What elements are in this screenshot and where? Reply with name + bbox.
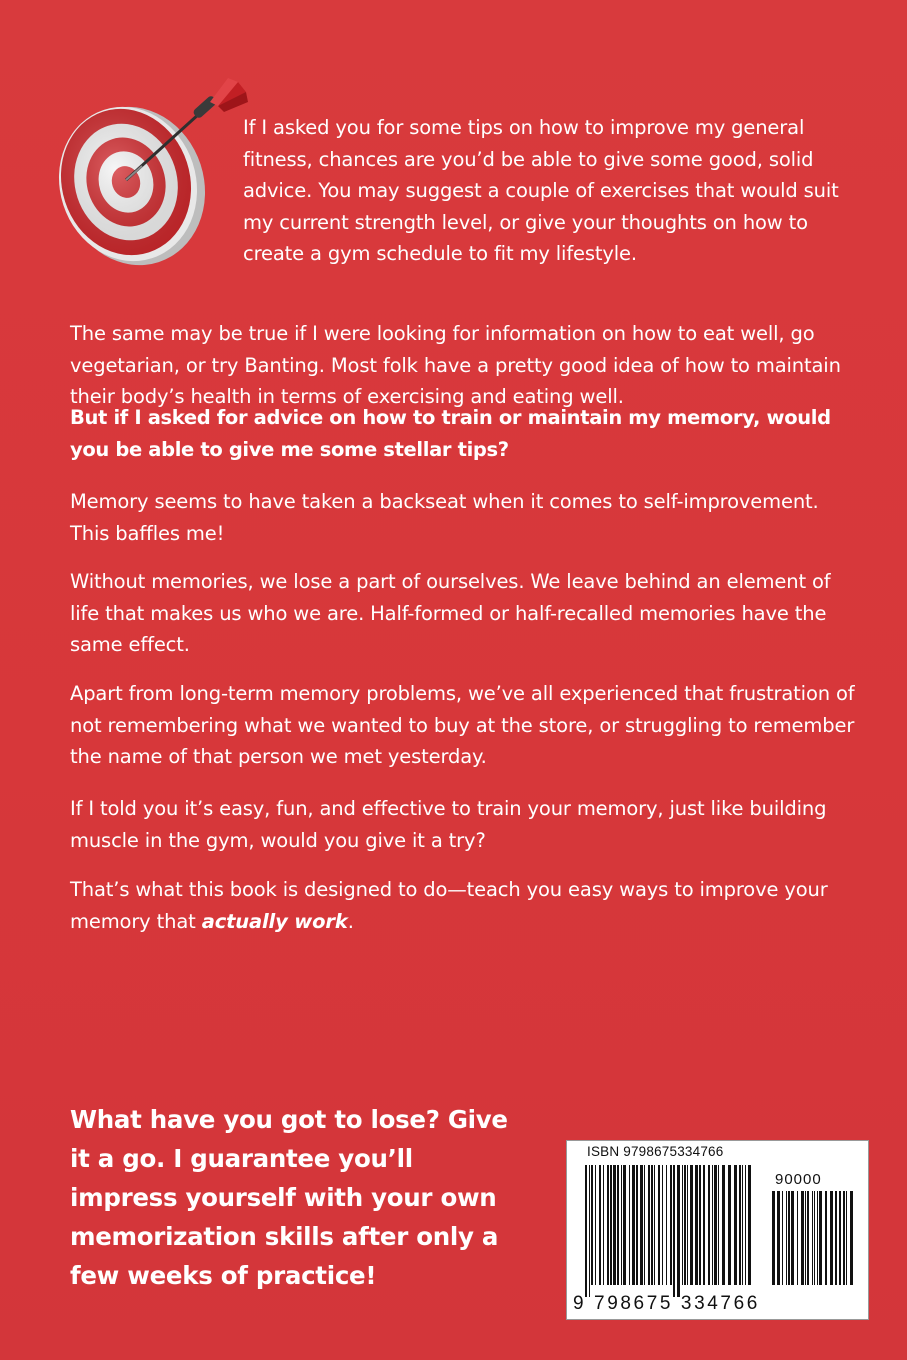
frustration-paragraph: Apart from long-term memory problems, we’ve all experienced that frustration of not remembering what we wanted to buy at the store, or struggling to remember the name of that person we met yesterday. xyxy=(70,682,855,768)
barcode-bar xyxy=(814,1191,815,1285)
barcode-bar xyxy=(839,1191,841,1285)
barcode-bar xyxy=(742,1165,743,1285)
barcode-bar xyxy=(797,1191,798,1285)
intro-paragraph: If I asked you for some tips on how to improve my general fitness, chances are you’d be able to give some good, solid advice. You may suggest a couple of exercises that would suit my current strength level, or give your thoughts on how to create a gym schedule to fit my lifestyle. xyxy=(243,116,839,265)
barcode-bar xyxy=(703,1165,705,1285)
barcode-bar xyxy=(835,1191,837,1285)
backseat-paragraph: Memory seems to have taken a backseat when it comes to self-improvement. This baffles me! xyxy=(70,490,819,545)
isbn-barcode xyxy=(566,1140,869,1320)
barcode-bar xyxy=(599,1165,601,1285)
diet-paragraph: The same may be true if I were looking for information on how to eat well, go vegetarian, or try Banting. Most folk have a pretty good idea of how to maintain their body’s health in terms of exercising and eating well. xyxy=(70,322,841,408)
barcode-bar xyxy=(617,1165,619,1285)
barcode-bar xyxy=(777,1191,780,1285)
barcode-bar xyxy=(712,1165,713,1285)
barcode-bar xyxy=(745,1165,746,1285)
barcode-bar xyxy=(673,1165,675,1297)
closing-statement: What have you got to lose? Give it a go. I guarantee you’ll impress yourself with your own memorization skills after only a few weeks of practice! xyxy=(70,1105,508,1290)
barcode-bar xyxy=(846,1191,847,1285)
barcode-bar xyxy=(782,1191,783,1285)
addon-bars xyxy=(772,1191,856,1297)
barcode-bar xyxy=(819,1191,822,1285)
barcode-bar xyxy=(654,1165,655,1285)
memory-question-paragraph: But if I asked for advice on how to train or maintain my memory, would you be able to give me some stellar tips? xyxy=(70,406,831,461)
barcode-bar xyxy=(708,1165,710,1285)
barcode-bar xyxy=(722,1165,725,1285)
barcode-bar xyxy=(830,1191,833,1285)
barcode-bar xyxy=(629,1165,630,1285)
barcode-bar xyxy=(825,1191,827,1285)
barcode-bar xyxy=(613,1165,616,1285)
barcode-bar xyxy=(728,1165,731,1285)
barcode-bar xyxy=(772,1191,775,1285)
barcode-bar xyxy=(651,1165,653,1285)
barcode-bar xyxy=(658,1165,660,1285)
barcode-bar xyxy=(791,1191,794,1285)
barcode-bar xyxy=(714,1165,717,1285)
purpose-emphasis: actually work xyxy=(201,909,348,933)
easy-fun-paragraph: If I told you it’s easy, fun, and effective to train your memory, just like building muscle in the gym, would you give it a try? xyxy=(70,797,827,852)
barcode-bar xyxy=(648,1165,650,1285)
target-with-dart-icon xyxy=(42,74,272,274)
barcode-bar xyxy=(690,1165,693,1285)
barcode-bar xyxy=(662,1165,663,1285)
ean-bars xyxy=(585,1165,755,1297)
barcode-bar xyxy=(682,1165,683,1285)
barcode-bar xyxy=(786,1191,787,1285)
without-memories-paragraph: Without memories, we lose a part of ourselves. We leave behind an element of life that makes us who we are. Half-formed or half-recalled memories have the same effect. xyxy=(70,570,831,656)
barcode-bar xyxy=(670,1165,672,1285)
barcode-bar xyxy=(684,1165,686,1285)
barcode-bar xyxy=(666,1165,667,1285)
barcode-bar xyxy=(677,1165,680,1297)
barcode-bar xyxy=(603,1165,604,1285)
barcode-bar xyxy=(739,1165,741,1285)
barcode-bar xyxy=(734,1165,737,1285)
barcode-bar xyxy=(812,1191,813,1285)
barcode-bar xyxy=(699,1165,701,1285)
barcode-bar xyxy=(801,1191,804,1285)
barcode-bar xyxy=(636,1165,638,1285)
barcode-bar xyxy=(718,1165,719,1285)
barcode-bar xyxy=(640,1165,643,1285)
barcode-bar xyxy=(807,1191,809,1285)
barcode-bar xyxy=(591,1165,593,1285)
barcode-bar xyxy=(585,1165,587,1297)
barcode-bar xyxy=(607,1165,609,1285)
barcode-bar xyxy=(850,1191,853,1285)
barcode-bar xyxy=(843,1191,845,1285)
barcode-bar xyxy=(610,1165,612,1285)
barcode-bar xyxy=(595,1165,596,1285)
price-code: 90000 xyxy=(775,1171,822,1188)
barcode-bar xyxy=(695,1165,698,1285)
isbn-label: ISBN 9798675334766 xyxy=(587,1144,724,1159)
barcode-bar xyxy=(623,1165,626,1285)
barcode-bar xyxy=(687,1165,688,1285)
barcode-bar xyxy=(817,1191,818,1285)
book-purpose-paragraph xyxy=(70,874,860,937)
barcode-bar xyxy=(589,1165,590,1297)
purpose-end: . xyxy=(347,909,354,933)
barcode-bar xyxy=(621,1165,622,1285)
barcode-bar xyxy=(644,1165,645,1285)
barcode-bar xyxy=(788,1191,790,1285)
barcode-bar xyxy=(632,1165,635,1285)
barcode-bar xyxy=(805,1191,806,1285)
ean-digits: 9 798675 334766 xyxy=(573,1293,760,1314)
purpose-text: That’s what this book is designed to do—teach you easy ways to improve your memory that xyxy=(70,878,828,933)
barcode-bar xyxy=(748,1165,751,1285)
